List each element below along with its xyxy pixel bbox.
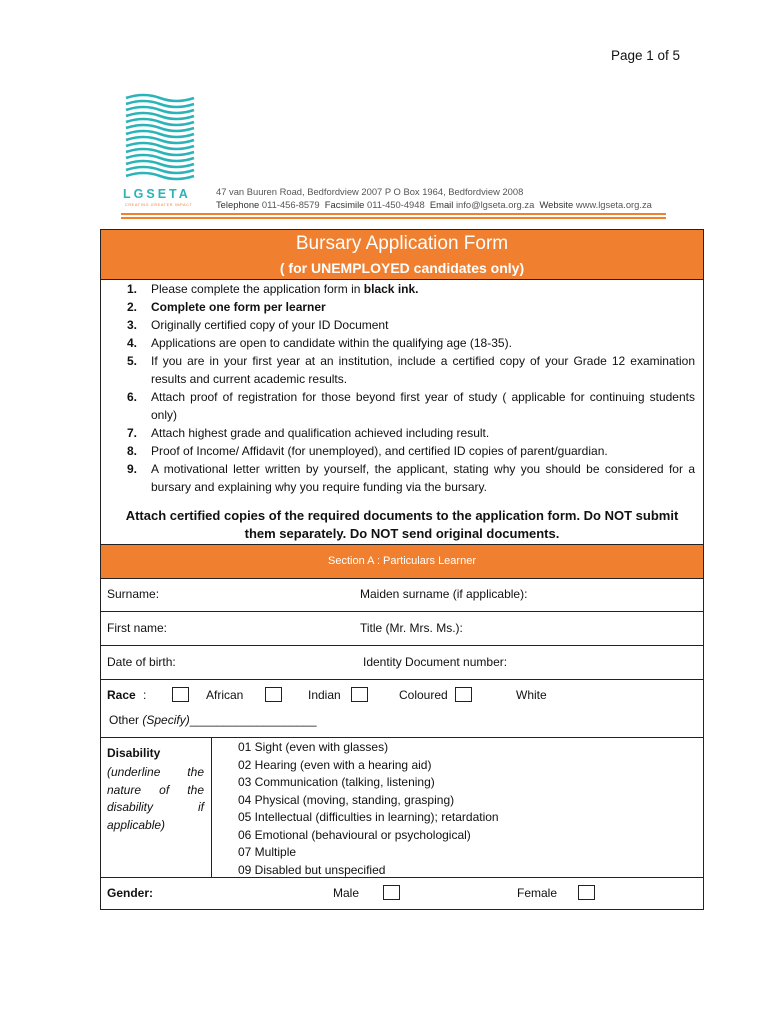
instruction-number: 6. [127, 390, 138, 404]
maiden-surname-label: Maiden surname (if applicable): [360, 587, 528, 601]
race-other[interactable]: Other (Specify)___________________ [109, 713, 317, 727]
address-line: 47 van Buuren Road, Bedfordview 2007 P O Box 1964, Bedfordview 2008 [216, 186, 524, 197]
race-colon: : [143, 688, 147, 702]
disability-option: 07 Multiple [238, 845, 297, 859]
race-white-checkbox[interactable] [455, 687, 472, 702]
form-subtitle: ( for UNEMPLOYED candidates only) [279, 260, 525, 276]
instruction-item: 4. Applications are open to candidate within the qualifying age (18-35). [127, 336, 512, 350]
surname-row [101, 578, 703, 612]
gender-female-label: Female [517, 886, 558, 900]
application-form [100, 229, 704, 910]
race-indian-checkbox[interactable] [265, 687, 282, 702]
disability-option: 03 Communication (talking, listening) [238, 775, 435, 789]
instruction-item: 6. Attach proof of registration for those beyond first year of study ( applicable for continuing students only) [127, 390, 695, 422]
contact-line: Telephone 011-456-8579 Facsimile 011-450-4948 Email info@lgseta.org.za Website www.lgseta.org.za [216, 199, 652, 210]
race-option: Coloured [399, 688, 448, 702]
race-row [101, 680, 703, 738]
instruction-item: 3. Originally certified copy of your ID Document [127, 318, 389, 332]
instruction-number: 2. [127, 300, 138, 314]
first-name-label: First name: [107, 621, 168, 635]
disability-option: 05 Intellectual (difficulties in learning); retardation [238, 810, 499, 824]
form-header [101, 230, 703, 280]
disability-option: 06 Emotional (behavioural or psychological) [238, 827, 471, 842]
brand-name: LGSETA [123, 187, 191, 201]
brand-tagline: CREATING GREATER IMPACT [125, 203, 193, 207]
disability-option: 04 Physical (moving, standing, grasping) [238, 792, 455, 807]
instruction-item: 9. A motivational letter written by yourself, the applicant, stating why you should be considered for a bursary and explaining why you require funding via the bursary. [127, 462, 695, 494]
race-label: Race [107, 688, 136, 702]
gender-row [101, 878, 703, 909]
instruction-number: 5. [127, 354, 138, 368]
disability-options [238, 739, 499, 879]
instruction-number: 9. [127, 462, 138, 476]
section-a-header: Section A : Particulars Learner [101, 544, 703, 579]
header-rule [121, 213, 666, 215]
gender-male-checkbox[interactable] [383, 885, 400, 900]
page-number: Page 1 of 5 [611, 48, 681, 63]
gender-male-label: Male [333, 886, 360, 900]
disability-option: 02 Hearing (even with a hearing aid) [238, 757, 432, 772]
race-option: African [206, 688, 244, 702]
lgseta-logo-waves-icon [124, 92, 196, 184]
surname-label: Surname: [107, 587, 160, 601]
disability-label: Disability [107, 746, 161, 760]
dob-label: Date of birth: [107, 655, 176, 669]
gender-female-checkbox[interactable] [578, 885, 595, 900]
disability-label-cell [101, 738, 212, 877]
id-number-label: Identity Document number: [363, 655, 508, 669]
race-option: Indian [308, 688, 341, 702]
disability-option: 09 Disabled but unspecified [238, 862, 386, 877]
instruction-item: 1. Please complete the application form in black ink. [127, 282, 419, 296]
first-name-row [101, 612, 703, 646]
instruction-number: 7. [127, 426, 138, 440]
race-option: White [516, 688, 547, 702]
instruction-item: 7. Attach highest grade and qualification achieved including result. [127, 426, 490, 440]
instruction-number: 8. [127, 444, 138, 458]
disability-description: (underline the nature of the disability if applicable) [107, 765, 204, 832]
disability-option: 01 Sight (even with glasses) [238, 740, 389, 754]
instruction-number: 1. [127, 282, 138, 296]
race-coloured-checkbox[interactable] [351, 687, 368, 702]
title-label: Title (Mr. Mrs. Ms.): [360, 621, 463, 635]
gender-label: Gender: [107, 886, 154, 900]
instruction-item: 5. If you are in your first year at an institution, include a certified copy of your Grade 12 examination results and current academic results. [127, 354, 695, 386]
notice-text: Attach certified copies of the required documents to the application form. Do NOT submit them separately. Do NOT send original documents. [125, 508, 679, 541]
instruction-item: 2. Complete one form per learner [127, 300, 326, 314]
dob-row [101, 646, 703, 680]
instruction-number: 4. [127, 336, 138, 350]
header-rule [121, 217, 666, 219]
form-title: Bursary Application Form [295, 233, 509, 254]
instruction-number: 3. [127, 318, 138, 332]
instruction-item: 8. Proof of Income/ Affidavit (for unemployed), and certified ID copies of parent/guardian. [127, 444, 608, 458]
instructions-list [101, 280, 703, 496]
race-african-checkbox[interactable] [172, 687, 189, 702]
